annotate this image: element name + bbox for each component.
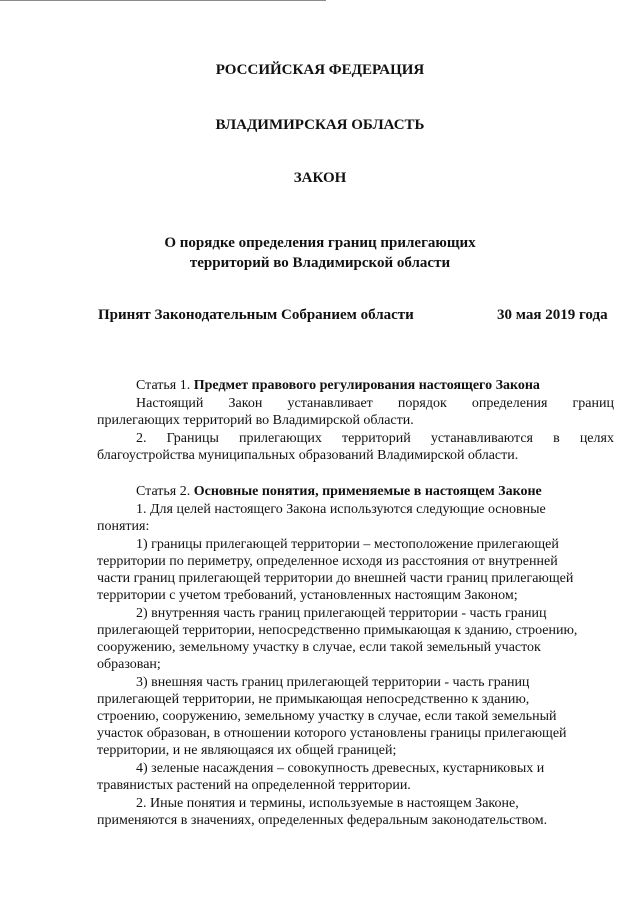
definition-1-line-1: 1) границы прилегающей территории – местоположение прилегающей: [136, 537, 559, 552]
article-2-item-1-line-1: 1. Для целей настоящего Закона используются следующие основные: [136, 502, 546, 517]
scan-edge-line: [0, 0, 326, 1]
definition-2-line-1: 2) внутренняя часть границ прилегающей территории - часть границ: [136, 606, 547, 621]
definition-3-line-5: территории, и не являющаяся их общей границей;: [97, 743, 397, 758]
article-2-heading: [136, 483, 542, 500]
law-title-line-2: территорий во Владимирской области: [189, 255, 451, 271]
definition-3-line-2: прилегающей территории, не примыкающая непосредственно к зданию,: [97, 692, 530, 707]
definition-2-line-2: прилегающей территории, непосредственно примыкающая к зданию, строению,: [97, 623, 578, 638]
article-1-label: Статья 1.: [136, 378, 191, 393]
article-2-label: Статья 2.: [136, 484, 191, 499]
article-1-para-2-line-2: благоустройства муниципальных образований Владимирской области.: [97, 448, 519, 463]
adoption-text: Принят Законодательным Собранием области: [98, 307, 414, 323]
country-heading: РОССИЙСКАЯ ФЕДЕРАЦИЯ: [215, 62, 425, 78]
article-1-para-2-line-1: 2. Границы прилегающих территорий устанавливаются в целях: [136, 431, 614, 446]
law-title-line-1: О порядке определения границ прилегающих: [164, 235, 476, 251]
law-heading: ЗАКОН: [293, 170, 347, 186]
definition-4-line-1: 4) зеленые насаждения – совокупность древесных, кустарниковых и: [136, 761, 545, 776]
definition-3-line-3: строению, сооружению, земельному участку в случае, если такой земельный: [97, 709, 557, 724]
region-heading: ВЛАДИМИРСКАЯ ОБЛАСТЬ: [215, 117, 425, 133]
article-2-item-1-line-2: понятия:: [97, 519, 150, 534]
article-2-title: Основные понятия, применяемые в настоящем Законе: [193, 484, 542, 499]
article-1-title: Предмет правового регулирования настоящего Закона: [193, 378, 540, 393]
article-2-item-2-line-2: применяются в значениях, определенных федеральным законодательством.: [97, 813, 548, 828]
definition-2-line-3: сооружению, земельному участку в случае, если такой земельный участок: [97, 640, 541, 655]
article-1-para-1-line-2: прилегающих территорий во Владимирской области.: [97, 413, 414, 428]
definition-1-line-3: части границ прилегающей территории до внешней части границ прилегающей: [97, 571, 574, 586]
article-1-para-1-line-1: Настоящий Закон устанавливает порядок определения границ: [136, 396, 614, 411]
definition-2-line-4: образован;: [97, 657, 161, 672]
definition-3-line-1: 3) внешняя часть границ прилегающей территории - часть границ: [136, 675, 530, 690]
definition-1-line-4: территории с учетом требований, установленных настоящим Законом;: [97, 588, 518, 603]
article-2-item-2-line-1: 2. Иные понятия и термины, используемые в настоящем Законе,: [136, 796, 519, 811]
definition-3-line-4: участок образован, в отношении которого установлены границы прилегающей: [97, 726, 567, 741]
definition-4-line-2: травянистых растений на определенной территории.: [97, 778, 411, 793]
definition-1-line-2: территории по периметру, определенное исходя из расстояния от внутренней: [97, 554, 558, 569]
article-1-heading: [136, 377, 540, 394]
adoption-date: 30 мая 2019 года: [497, 307, 608, 323]
